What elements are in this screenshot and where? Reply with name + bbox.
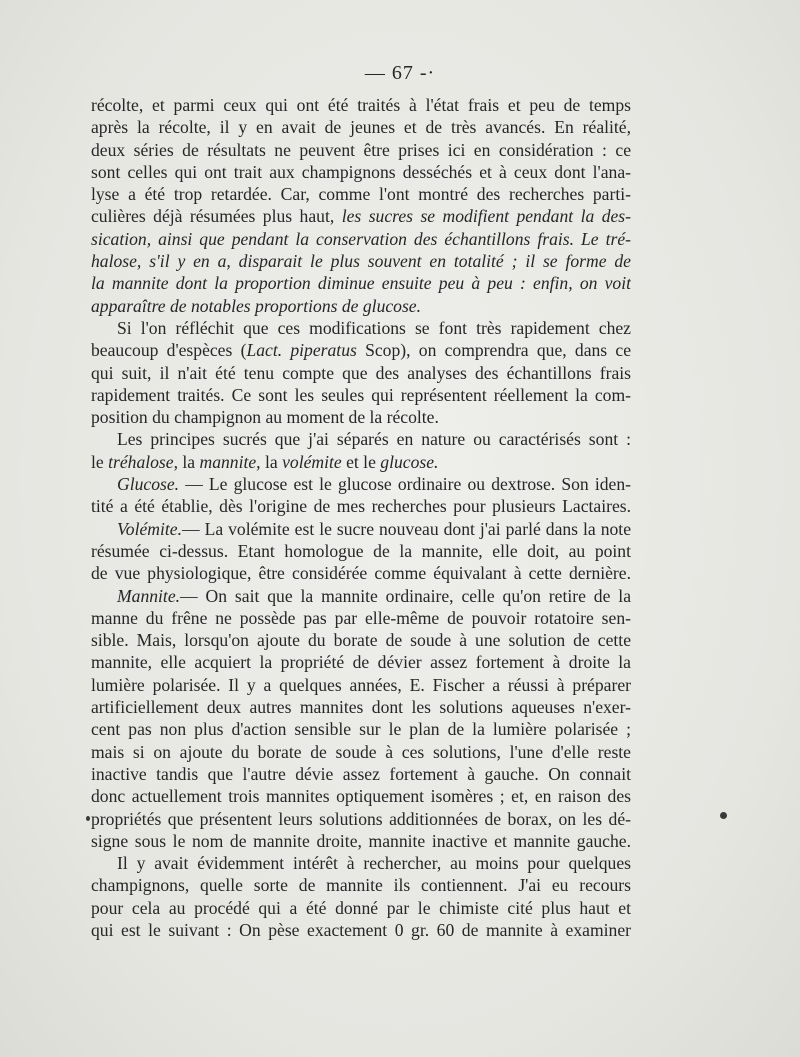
text-line: lumière polarisée. Il y a quelques années, E. Fischer a réussi à préparer	[91, 674, 631, 695]
italic-span: Volémite.	[117, 518, 182, 539]
text-line	[91, 272, 631, 294]
text-line: manne du frêne ne possède pas par elle-même de pouvoir rotatoire sen-	[91, 607, 631, 628]
text-span: — On sait que la mannite ordinaire, celle qu'on retire de la	[180, 585, 631, 606]
text-line: deux séries de résultats ne peuvent être prises ici en considération : ce	[91, 139, 631, 160]
text-span: beaucoup d'espèces (	[91, 340, 247, 361]
text-line: artificiellement deux autres mannites dont les solutions aqueuses n'exer-	[91, 697, 631, 718]
text-line: récolte, et parmi ceux qui ont été traités à l'état frais et peu de temps	[91, 95, 631, 115]
text-span: la	[260, 451, 283, 472]
text-span: culières déjà résumées plus haut,	[91, 206, 335, 227]
text-line: pour cela au procédé qui a été donné par le chimiste cité plus haut et	[91, 897, 631, 918]
text-line: de vue physiologique, être considérée comme équivalant à cette dernière.	[91, 563, 631, 584]
text-span: la	[178, 451, 200, 472]
body-text	[91, 94, 631, 941]
text-line: mannite, elle acquiert la propriété de dévier assez fortement à droite la	[91, 652, 631, 673]
text-line: lyse a été trop retardée. Car, comme l'ont montré des recherches parti-	[91, 184, 631, 205]
italic-span: sication, ainsi que pendant la conservation des échantillons frais. Le tré-	[91, 228, 631, 249]
text-line	[91, 451, 631, 473]
text-line: qui est le suivant : On pèse exactement 0 gr. 60 de mannite à examiner	[91, 919, 631, 940]
italic-span: Lact. piperatus	[246, 340, 357, 361]
page-number: — 67 -·	[364, 62, 436, 84]
ink-spot-left	[86, 816, 90, 821]
text-line	[91, 339, 631, 361]
text-line: donc actuellement trois mannites optiquement isomères ; et, en raison des	[91, 786, 631, 807]
italic-span: Glucose.	[117, 474, 180, 495]
text-line	[91, 518, 631, 540]
text-line: sible. Mais, lorsqu'on ajoute du borate de soude à une solution de cette	[91, 630, 631, 651]
text-line	[91, 473, 631, 495]
text-span: le	[91, 451, 109, 472]
text-line	[91, 205, 631, 227]
text-line	[91, 250, 631, 272]
italic-span: halose, s'il y en a, disparait le plus souvent en totalité ; il se forme de	[91, 251, 631, 272]
text-line: mais si on ajoute du borate de soude à ces solutions, l'une d'elle reste	[91, 741, 631, 762]
text-line: Si l'on réfléchit que ces modifications se font très rapidement chez	[117, 317, 631, 338]
italic-span: tréhalose,	[108, 451, 178, 472]
text-line: propriétés que présentent leurs solutions additionnées de borax, on les dé-	[91, 808, 631, 829]
italic-span: glucose.	[380, 451, 439, 472]
text-line: signe sous le nom de mannite droite, mannite inactive et mannite gauche.	[91, 830, 631, 851]
text-line: Il y avait évidemment intérêt à rechercher, au moins pour quelques	[117, 853, 631, 874]
text-line	[91, 228, 631, 250]
text-line: position du champignon au moment de la récolte.	[91, 407, 439, 428]
italic-span: mannite,	[199, 451, 261, 472]
italic-span: volémite	[282, 451, 342, 472]
ink-spot-right	[720, 812, 727, 819]
text-line: qui suit, il n'ait été tenu compte que des analyses des échantillons frais	[91, 362, 631, 383]
text-line	[91, 585, 631, 607]
text-line: après la récolte, il y en avait de jeunes et de très avancés. En réalité,	[91, 117, 631, 138]
italic-span: apparaître de notables proportions de glucose.	[91, 295, 422, 316]
text-line: tité a été établie, dès l'origine de mes recherches pour plusieurs Lactaires.	[91, 496, 631, 517]
text-line: sont celles qui ont trait aux champignons desséchés et à ceux dont l'ana-	[91, 161, 631, 182]
text-line: champignons, quelle sorte de mannite ils contiennent. J'ai eu recours	[91, 875, 631, 896]
italic-span: Mannite.	[117, 585, 181, 606]
italic-span: la mannite dont la proportion diminue ensuite peu à peu : enfin, on voit	[91, 273, 631, 294]
text-line: Les principes sucrés que j'ai séparés en nature ou caractérisés sont :	[117, 429, 631, 450]
text-span: — La volémite est le sucre nouveau dont j'ai parlé dans la note	[181, 518, 631, 539]
text-line: inactive tandis que l'autre dévie assez fortement à gauche. On connait	[91, 763, 631, 784]
italic-span: les sucres se modifient pendant la des-	[341, 206, 631, 227]
text-span: et le	[341, 451, 381, 472]
text-line	[91, 295, 631, 317]
text-line: résumée ci-dessus. Etant homologue de la mannite, elle doit, au point	[91, 540, 631, 561]
text-line: rapidement traités. Ce sont les seules qui représentent réellement la com-	[91, 384, 631, 405]
text-line: cent pas non plus d'action sensible sur le plan de la lumière polarisée ;	[91, 719, 631, 740]
text-span: Scop), on comprendra que, dans ce	[356, 340, 631, 361]
text-span: — Le glucose est le glucose ordinaire ou dextrose. Son iden-	[179, 474, 631, 495]
